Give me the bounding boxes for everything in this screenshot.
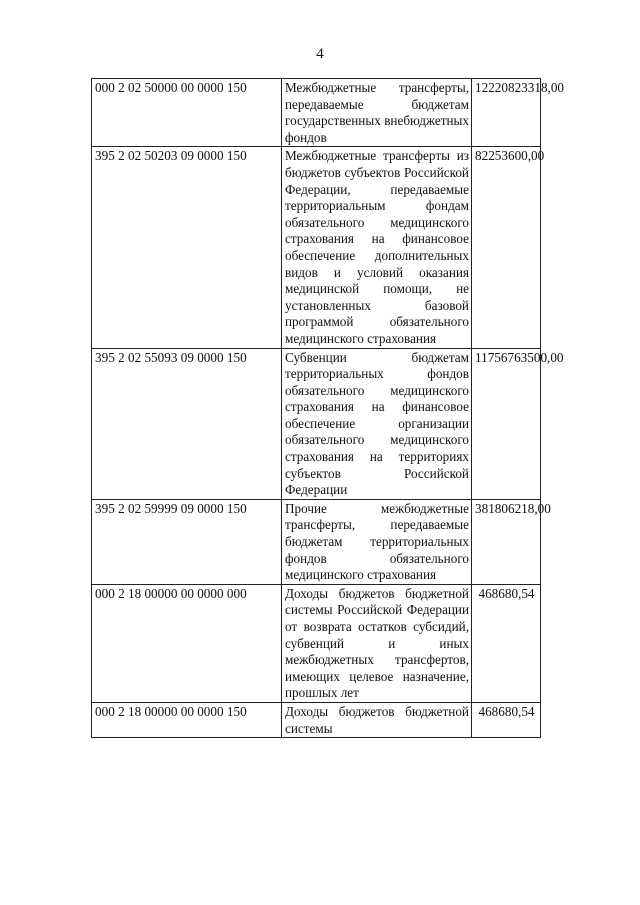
table-row [92,348,541,499]
budget-code-cell: 395 2 02 50203 09 0000 150 [92,147,282,348]
table-row [92,702,541,737]
description-cell: Субвенции бюджетам территориальных фондов обязательного медицинского страхования на финансовое обеспечение организации обязательного медицинского страхования на территориях субъектов Российской Федерации [282,348,472,499]
amount-cell: 468680,54 [472,584,541,702]
description-cell: Доходы бюджетов бюджетной системы Российской Федерации от возврата остатков субсидий, субвенций и иных межбюджетных трансфертов, имеющих целевое назначение, прошлых лет [282,584,472,702]
description-cell: Межбюджетные трансферты, передаваемые бюджетам государственных внебюджетных фондов [282,79,472,147]
amount-cell: 381806218,00 [472,499,541,584]
budget-revenue-table [91,78,565,738]
amount-cell: 82253600,00 [472,147,541,348]
table-row [92,499,541,584]
description-cell: Прочие межбюджетные трансферты, передаваемые бюджетам территориальных фондов обязательного медицинского страхования [282,499,472,584]
budget-code-cell: 395 2 02 59999 09 0000 150 [92,499,282,584]
amount-cell: 11756763500,00 [472,348,541,499]
budget-code-cell: 000 2 18 00000 00 0000 150 [92,702,282,737]
table-row [92,147,541,348]
description-cell [282,702,472,737]
page-number: 4 [316,46,324,62]
table-row [92,584,541,702]
description-text: Доходы бюджетов бюджетной системы [285,703,469,736]
description-cell: Межбюджетные трансферты из бюджетов субъектов Российской Федерации, передаваемые территориальным фондам обязательного медицинского страхования на финансовое обеспечение дополнительных видов и условий оказания медицинской помощи, не установленных базовой программой обязательного медицинского страхования [282,147,472,348]
amount-cell: 12220823318,00 [472,79,541,147]
budget-code-cell: 000 2 18 00000 00 0000 000 [92,584,282,702]
table-row [92,79,541,147]
budget-code-cell: 395 2 02 55093 09 0000 150 [92,348,282,499]
amount-cell: 468680,54 [472,702,541,737]
budget-code-cell: 000 2 02 50000 00 0000 150 [92,79,282,147]
